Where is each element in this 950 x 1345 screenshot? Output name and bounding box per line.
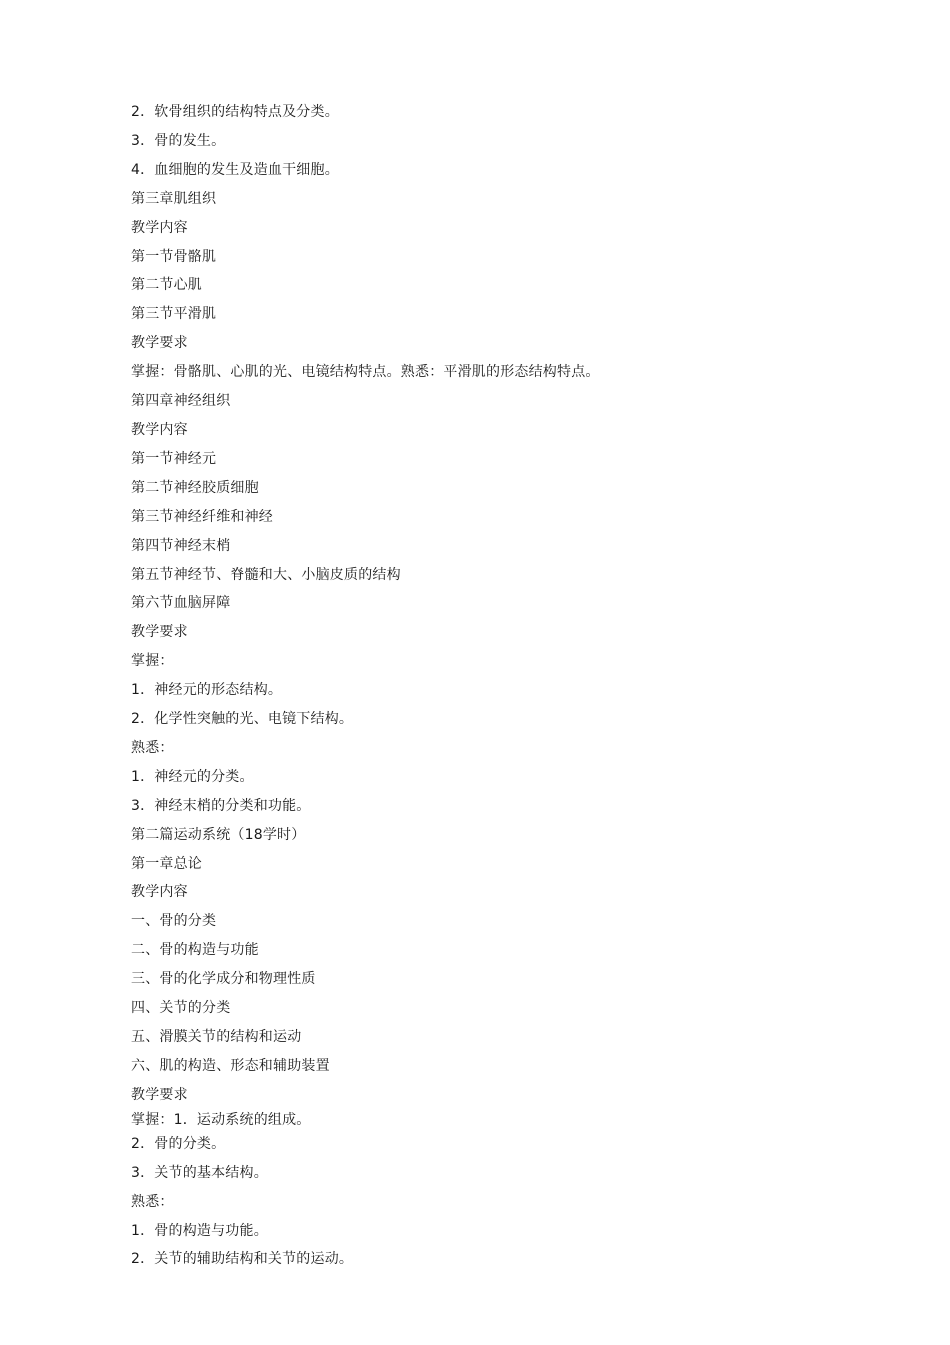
chapter-heading: 第四章神经组织 bbox=[131, 393, 231, 410]
section-heading: 教学要求 bbox=[131, 1086, 188, 1103]
text-line: 4．血细胞的发生及造血干细胞。 bbox=[131, 161, 339, 178]
text-line: 3．骨的发生。 bbox=[131, 132, 226, 149]
text-line: 第二节心肌 bbox=[131, 277, 202, 294]
text-line: 2．骨的分类。 bbox=[131, 1135, 226, 1152]
text-line: 一、骨的分类 bbox=[131, 913, 217, 930]
text-line: 1．神经元的分类。 bbox=[131, 768, 254, 785]
text-line: 熟悉： bbox=[131, 739, 174, 756]
chapter-heading: 第三章肌组织 bbox=[131, 190, 217, 207]
section-heading: 教学要求 bbox=[131, 624, 188, 641]
section-heading: 教学要求 bbox=[131, 335, 188, 352]
text-line: 六、肌的构造、形态和辅助装置 bbox=[131, 1057, 330, 1074]
text-line: 3．神经末梢的分类和功能。 bbox=[131, 797, 311, 814]
text-line: 五、滑膜关节的结构和运动 bbox=[131, 1029, 302, 1045]
text-line: 二、骨的构造与功能 bbox=[131, 942, 259, 959]
text-line: 第六节血脑屏障 bbox=[131, 595, 231, 612]
text-line: 2．化学性突触的光、电镜下结构。 bbox=[131, 711, 354, 728]
text-line: 3．关节的基本结构。 bbox=[131, 1164, 268, 1181]
section-heading: 教学内容 bbox=[131, 884, 188, 901]
text-line: 第二节神经胶质细胞 bbox=[131, 479, 259, 496]
text-line: 三、骨的化学成分和物理性质 bbox=[131, 971, 316, 988]
part-heading: 第二篇运动系统（18学时） bbox=[131, 826, 306, 843]
section-heading: 教学内容 bbox=[131, 421, 188, 438]
text-line: 熟悉： bbox=[131, 1193, 174, 1210]
text-line: 四、关节的分类 bbox=[131, 1000, 231, 1017]
text-line: 第四节神经末梢 bbox=[131, 537, 231, 554]
text-line: 第三节神经纤维和神经 bbox=[131, 508, 273, 525]
text-line: 2．软骨组织的结构特点及分类。 bbox=[131, 104, 339, 120]
section-heading: 教学内容 bbox=[131, 219, 188, 236]
text-line: 第三节平滑肌 bbox=[131, 306, 217, 323]
text-line: 第一节骨骼肌 bbox=[131, 248, 217, 265]
text-line: 掌握：1．运动系统的组成。 bbox=[131, 1111, 311, 1128]
text-line: 2．关节的辅助结构和关节的运动。 bbox=[131, 1251, 354, 1268]
text-line: 第五节神经节、脊髓和大、小脑皮质的结构 bbox=[131, 566, 401, 583]
text-line: 掌握： bbox=[131, 653, 174, 670]
text-line: 1．骨的构造与功能。 bbox=[131, 1222, 268, 1239]
chapter-heading: 第一章总论 bbox=[131, 855, 202, 872]
text-line: 第一节神经元 bbox=[131, 450, 217, 467]
document-page bbox=[131, 98, 891, 1274]
text-line: 1．神经元的形态结构。 bbox=[131, 682, 283, 699]
text-line: 掌握：骨骼肌、心肌的光、电镜结构特点。熟悉：平滑肌的形态结构特点。 bbox=[131, 364, 600, 381]
